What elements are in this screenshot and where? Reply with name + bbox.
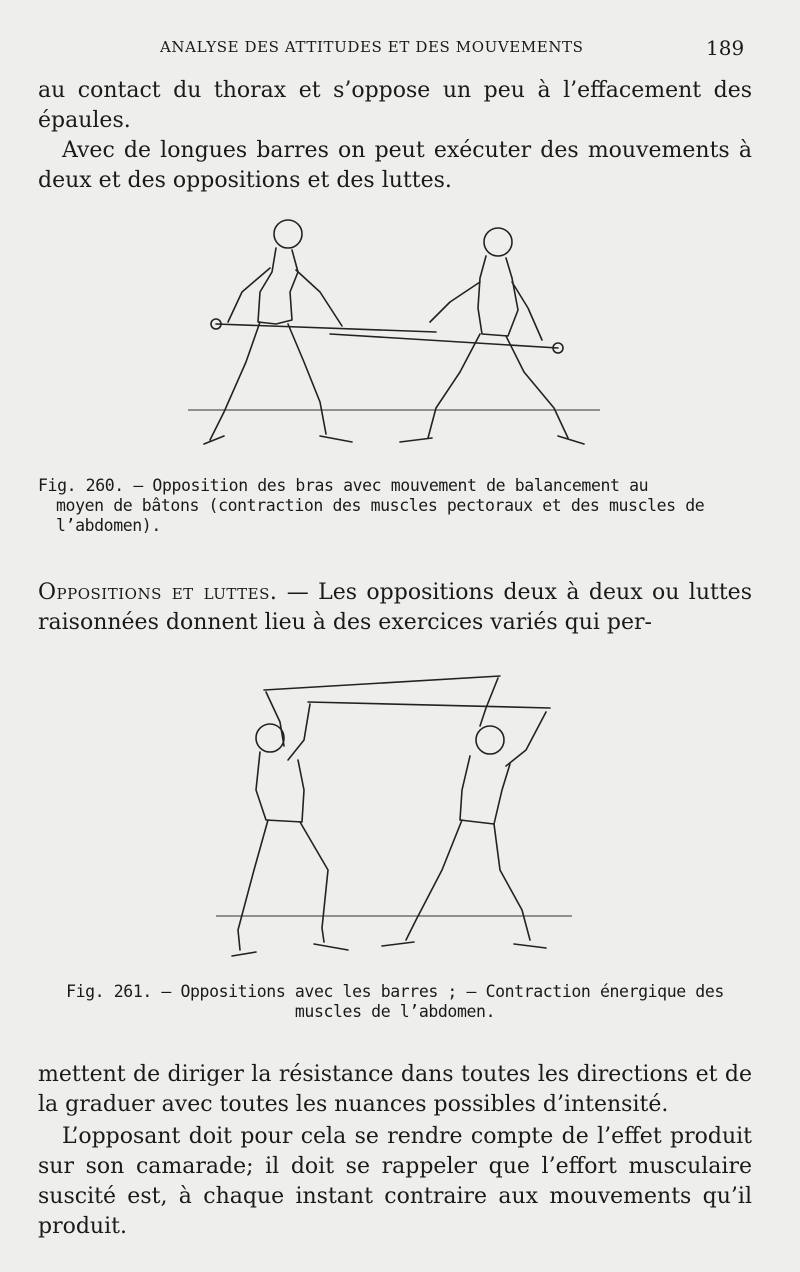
right-boy-261 xyxy=(382,678,546,948)
bar-lower-261 xyxy=(308,702,550,708)
right-boy-260 xyxy=(400,228,584,444)
caption-261-line-2: muscles de l’abdomen. xyxy=(294,1002,496,1021)
caption-260-line-1: Fig. 260. — Opposition des bras avec mouvement de balancement au xyxy=(38,476,649,495)
caption-261-line-1: Fig. 261. — Oppositions avec les barres ; — Contraction énergique des xyxy=(66,982,724,1001)
figure-261-illustration xyxy=(210,660,590,960)
paragraph-oppositions xyxy=(38,578,752,638)
running-head xyxy=(0,36,800,62)
caption-260-line-2: moyen de bâtons (contraction des muscles pectoraux et des muscles de xyxy=(56,496,705,515)
paragraph-resistance: mettent de diriger la résistance dans toutes les directions et de la graduer avec toutes les nuances possibles d’intensité. xyxy=(38,1062,752,1117)
figure-260-caption xyxy=(38,476,752,536)
paragraph-long-bars: Avec de longues barres on peut exécuter des mouvements à deux et des oppositions et des luttes. xyxy=(38,138,752,193)
caption-260-line-3: l’abdomen). xyxy=(56,516,161,535)
bar-upper-261 xyxy=(264,676,500,690)
page-number: 189 xyxy=(706,36,745,60)
figure-261-caption xyxy=(38,982,752,1022)
running-title: ANALYSE DES ATTITUDES ET DES MOUVEMENTS xyxy=(160,38,584,56)
paragraph-continuation: au contact du thorax et s’oppose un peu à l’effacement des épaules. xyxy=(38,78,752,133)
figure-260-illustration xyxy=(180,212,620,462)
stick-upper-260 xyxy=(216,324,436,332)
stick-lower-260 xyxy=(330,334,558,348)
paragraph-oppositions-text: — Les oppositions deux à deux ou luttes raisonnées donnent lieu à des exercices variés qui per- xyxy=(38,580,752,635)
section-heading-oppositions: Oppositions et luttes. xyxy=(38,580,278,605)
paragraph-opposant: L’opposant doit pour cela se rendre compte de l’effet produit sur son camarade; il doit se rappeler que l’effort musculaire suscité est, à chaque instant contraire aux mouvements qu’il produit. xyxy=(38,1124,752,1239)
